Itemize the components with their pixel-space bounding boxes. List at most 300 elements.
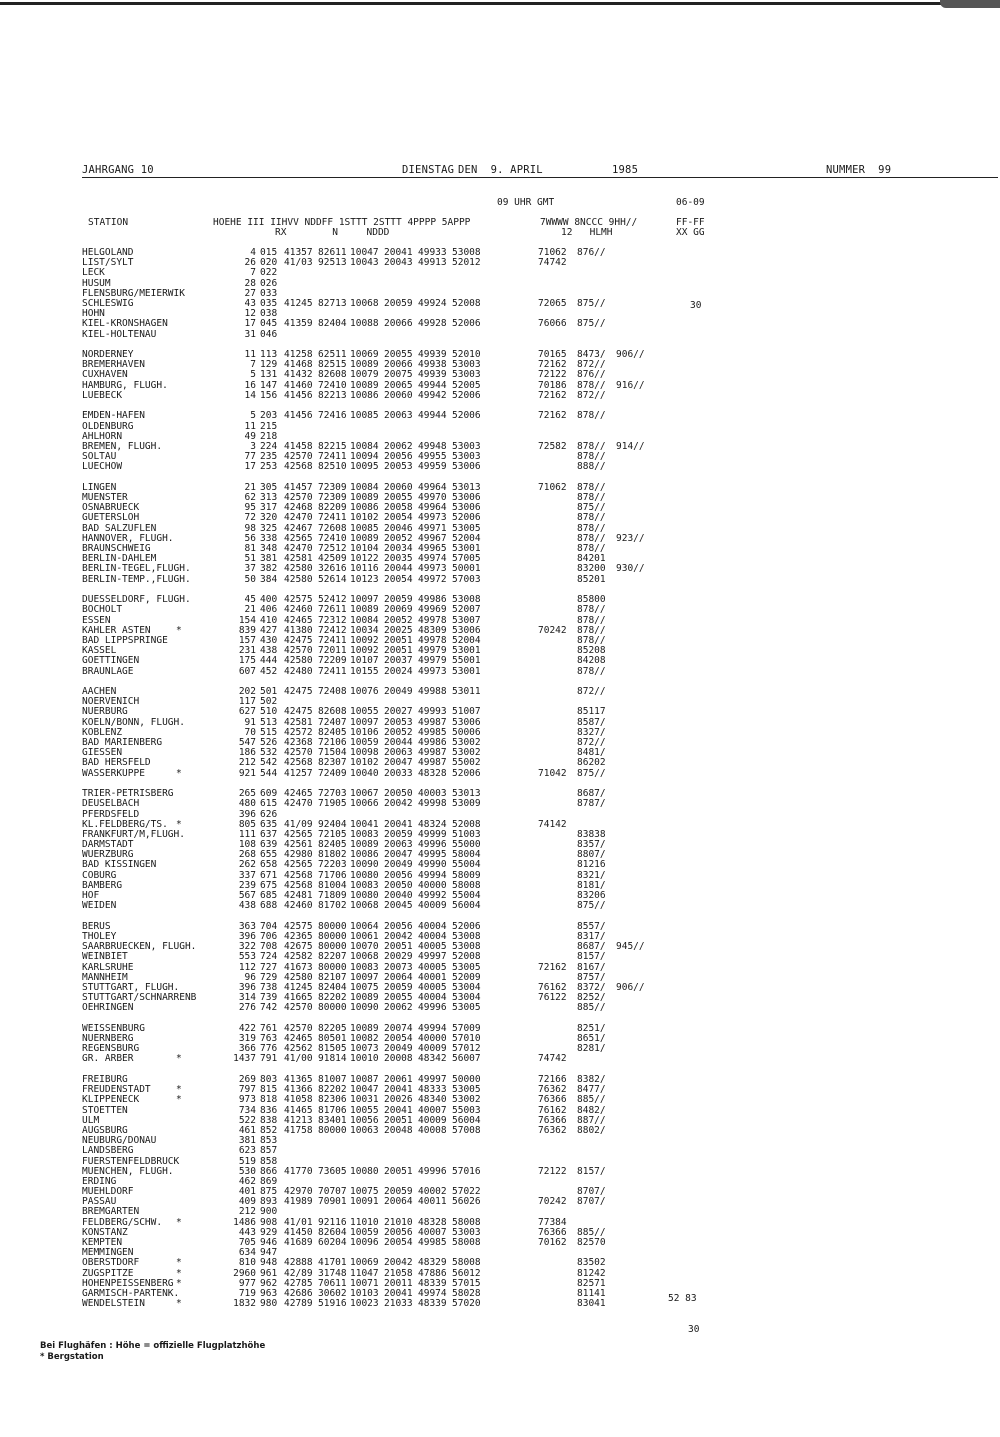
group-2sttt: 20062 <box>384 440 413 452</box>
station-index: 858 <box>260 1155 278 1167</box>
group-1sttt: 10083 <box>350 879 379 891</box>
station-height: 438 <box>238 900 256 912</box>
station-name: MUENCHEN, FLUGH. <box>82 1165 174 1177</box>
group-1sttt: 10070 <box>350 941 379 953</box>
group-5appp: 57015 <box>452 1277 481 1289</box>
group-iihvv: 42562 <box>284 1043 313 1055</box>
group-4pppp: 49996 <box>418 1002 447 1014</box>
group-iihvv: 41673 <box>284 961 313 973</box>
group-7wwww: 72162 <box>538 389 567 401</box>
station-name: MANNHEIM <box>82 971 128 983</box>
group-5appp: 55003 <box>452 1104 481 1116</box>
station-index: 510 <box>260 706 278 718</box>
group-5appp: 53011 <box>452 686 481 698</box>
station-height: 72 <box>244 512 256 524</box>
station-index: 776 <box>260 1043 278 1055</box>
group-nddff: 72011 <box>318 645 347 657</box>
station-index: 962 <box>260 1277 278 1289</box>
group-2sttt: 20044 <box>384 737 413 749</box>
mountain-marker: * <box>176 767 182 779</box>
station-row <box>82 1003 722 1013</box>
group-1sttt: 10083 <box>350 828 379 840</box>
station-height: 117 <box>238 696 256 708</box>
group-2sttt: 20063 <box>384 839 413 851</box>
station-height: 70 <box>244 726 256 738</box>
group-4pppp: 49988 <box>418 686 447 698</box>
group-nddff: 81706 <box>318 1104 347 1116</box>
group-1sttt: 10068 <box>350 951 379 963</box>
station-height: 112 <box>238 961 256 973</box>
station-index: 815 <box>260 1084 278 1096</box>
station-name: HANNOVER, FLUGH. <box>82 532 174 544</box>
group-8nccc: 878// <box>577 665 606 677</box>
group-2sttt: 20033 <box>384 767 413 779</box>
station-index: 671 <box>260 869 278 881</box>
group-5appp: 56012 <box>452 1267 481 1279</box>
station-row <box>82 667 722 677</box>
station-index: 544 <box>260 767 278 779</box>
station-index: 338 <box>260 532 278 544</box>
station-row <box>82 1167 722 1177</box>
station-name: NOERVENICH <box>82 696 140 708</box>
group-4pppp: 49986 <box>418 737 447 749</box>
group-2sttt: 20066 <box>384 318 413 330</box>
group-nddff: 82209 <box>318 502 347 514</box>
group-2sttt: 20053 <box>384 716 413 728</box>
station-index: 046 <box>260 328 278 340</box>
group-2sttt: 20061 <box>384 1074 413 1086</box>
group-iihvv: 42570 <box>284 747 313 759</box>
group-8nccc: 878// <box>577 614 606 626</box>
group-1sttt: 10091 <box>350 1196 379 1208</box>
group-9hh: 916// <box>616 379 645 391</box>
group-nddff: 71905 <box>318 798 347 810</box>
group-8nccc: 885// <box>577 1094 606 1106</box>
group-iihvv: 41213 <box>284 1114 313 1126</box>
station-name: HELGOLAND <box>82 247 134 258</box>
station-height: 363 <box>238 920 256 932</box>
group-8nccc: 8382/ <box>577 1074 606 1086</box>
station-height: 45 <box>244 594 256 606</box>
group-2sttt: 20025 <box>384 624 413 636</box>
group-9hh: 906// <box>616 349 645 361</box>
group-1sttt: 10092 <box>350 645 379 657</box>
group-iihvv: 42575 <box>284 920 313 932</box>
station-height: 396 <box>238 930 256 942</box>
group-1sttt: 10047 <box>350 247 379 258</box>
station-index: 348 <box>260 543 278 555</box>
station-index: 929 <box>260 1226 278 1238</box>
station-height: 522 <box>238 1114 256 1126</box>
station-index: 729 <box>260 971 278 983</box>
group-5appp: 55004 <box>452 859 481 871</box>
group-7wwww: 71062 <box>538 481 567 493</box>
station-index: 961 <box>260 1267 278 1279</box>
group-nddff: 82608 <box>318 369 347 381</box>
group-4pppp: 40004 <box>418 992 447 1004</box>
group-4pppp: 40011 <box>418 1196 447 1208</box>
station-name: GARMISCH-PARTENK. <box>82 1287 180 1299</box>
station-name: NEUBURG/DONAU <box>82 1135 157 1147</box>
station-index: 900 <box>260 1206 278 1218</box>
station-index: 761 <box>260 1022 278 1034</box>
station-index: 382 <box>260 563 278 575</box>
station-index: 542 <box>260 757 278 769</box>
station-index: 675 <box>260 879 278 891</box>
station-height: 719 <box>238 1287 256 1299</box>
group-4pppp: 49973 <box>418 563 447 575</box>
group-5appp: 53008 <box>452 594 481 606</box>
station-name: STUTTGART/SCHNARRENB <box>82 992 197 1004</box>
group-2sttt: 20047 <box>384 849 413 861</box>
group-5appp: 53001 <box>452 543 481 555</box>
station-height: 175 <box>238 655 256 667</box>
group-5appp: 52006 <box>452 410 481 422</box>
group-iihvv: 42475 <box>284 634 313 646</box>
station-name: BREMEN, FLUGH. <box>82 440 163 452</box>
group-nddff: 82713 <box>318 297 347 309</box>
group-nddff: 72409 <box>318 767 347 779</box>
station-name: MUEHLDORF <box>82 1186 134 1198</box>
station-row <box>82 268 722 278</box>
group-2sttt: 20050 <box>384 788 413 800</box>
group-8nccc: 8481/ <box>577 747 606 759</box>
group-1sttt: 10089 <box>350 379 379 391</box>
station-name: OSNABRUECK <box>82 502 140 514</box>
group-5appp: 53007 <box>452 614 481 626</box>
group-nddff: 41701 <box>318 1257 347 1269</box>
mountain-marker: * <box>176 1277 182 1289</box>
station-name: ZUGSPITZE <box>82 1267 134 1279</box>
group-4pppp: 49955 <box>418 451 447 463</box>
station-index: 526 <box>260 737 278 749</box>
group-nddff: 70611 <box>318 1277 347 1289</box>
group-1sttt: 10084 <box>350 614 379 626</box>
mountain-marker: * <box>176 1267 182 1279</box>
group-iihvv: 41245 <box>284 297 313 309</box>
group-8nccc: 875// <box>577 767 606 779</box>
group-nddff: 82202 <box>318 1084 347 1096</box>
group-nddff: 72309 <box>318 481 347 493</box>
group-4pppp: 49987 <box>418 757 447 769</box>
group-1sttt: 10086 <box>350 849 379 861</box>
station-row <box>82 330 722 340</box>
station-index: 708 <box>260 941 278 953</box>
station-height: 530 <box>238 1165 256 1177</box>
station-name: BAD MARIENBERG <box>82 737 163 749</box>
station-name: SCHLESWIG <box>82 297 134 309</box>
group-8nccc: 878// <box>577 522 606 534</box>
main-column-subheader: RX N NDDD <box>275 227 390 238</box>
group-nddff: 92513 <box>318 257 347 269</box>
group-8nccc: 8157/ <box>577 1165 606 1177</box>
group-4pppp: 47886 <box>418 1267 447 1279</box>
group-2sttt: 20051 <box>384 1165 413 1177</box>
station-height: 154 <box>238 614 256 626</box>
group-2sttt: 20048 <box>384 1124 413 1136</box>
group-2sttt: 20049 <box>384 859 413 871</box>
group-2sttt: 20053 <box>384 461 413 473</box>
group-4pppp: 48339 <box>418 1298 447 1310</box>
group-1sttt: 10086 <box>350 502 379 514</box>
group-2sttt: 20054 <box>384 1237 413 1249</box>
station-name: AHLHORN <box>82 430 123 442</box>
group-1sttt: 10084 <box>350 481 379 493</box>
group-2sttt: 20074 <box>384 1022 413 1034</box>
station-index: 893 <box>260 1196 278 1208</box>
group-2sttt: 20059 <box>384 828 413 840</box>
station-height: 401 <box>238 1186 256 1198</box>
group-1sttt: 10071 <box>350 1277 379 1289</box>
group-iihvv: 42568 <box>284 757 313 769</box>
group-4pppp: 40000 <box>418 1033 447 1045</box>
group-5appp: 53003 <box>452 451 481 463</box>
group-nddff: 92404 <box>318 818 347 830</box>
group-1sttt: 10063 <box>350 1124 379 1136</box>
station-index: 963 <box>260 1287 278 1299</box>
group-5appp: 58008 <box>452 1257 481 1269</box>
station-height: 95 <box>244 502 256 514</box>
group-4pppp: 48328 <box>418 1216 447 1228</box>
group-iihvv: 41456 <box>284 389 313 401</box>
group-5appp: 52006 <box>452 318 481 330</box>
group-iihvv: 41432 <box>284 369 313 381</box>
group-nddff: 32616 <box>318 563 347 575</box>
group-nddff: 80000 <box>318 1124 347 1136</box>
group-7wwww: 76366 <box>538 1094 567 1106</box>
group-1sttt: 10116 <box>350 563 379 575</box>
group-5appp: 55002 <box>452 757 481 769</box>
year-label: 1985 <box>612 164 639 176</box>
group-5appp: 52007 <box>452 604 481 616</box>
group-nddff: 72209 <box>318 655 347 667</box>
group-iihvv: 42570 <box>284 1002 313 1014</box>
station-index: 022 <box>260 267 278 279</box>
station-index: 685 <box>260 890 278 902</box>
group-8nccc: 83206 <box>577 890 606 902</box>
group-8nccc: 8587/ <box>577 716 606 728</box>
group-4pppp: 49999 <box>418 828 447 840</box>
group-5appp: 52008 <box>452 297 481 309</box>
station-name: KAHLER ASTEN <box>82 624 151 636</box>
station-name: DEUSELBACH <box>82 798 140 810</box>
group-5appp: 57010 <box>452 1033 481 1045</box>
station-name: WENDELSTEIN <box>82 1298 145 1310</box>
station-index: 704 <box>260 920 278 932</box>
group-nddff: 80000 <box>318 1002 347 1014</box>
group-1sttt: 10082 <box>350 1033 379 1045</box>
station-name: KL.FELDBERG/TS. <box>82 818 168 830</box>
group-iihvv: 42570 <box>284 645 313 657</box>
station-name: MEMMINGEN <box>82 1247 134 1259</box>
group-2sttt: 20049 <box>384 1043 413 1055</box>
group-nddff: 72411 <box>318 451 347 463</box>
station-name: NUERNBERG <box>82 1033 134 1045</box>
group-5appp: 53006 <box>452 502 481 514</box>
group-1sttt: 10075 <box>350 981 379 993</box>
group-8nccc: 85117 <box>577 706 606 718</box>
station-height: 91 <box>244 716 256 728</box>
group-1sttt: 10068 <box>350 900 379 912</box>
group-5appp: 55001 <box>452 655 481 667</box>
station-height: 805 <box>238 818 256 830</box>
station-height: 381 <box>238 1135 256 1147</box>
group-5appp: 58009 <box>452 869 481 881</box>
group-5appp: 50001 <box>452 563 481 575</box>
station-height: 12 <box>244 308 256 320</box>
station-index: 131 <box>260 369 278 381</box>
station-row <box>82 901 722 911</box>
group-5appp: 58008 <box>452 879 481 891</box>
station-name: FELDBERG/SCHW. <box>82 1216 163 1228</box>
station-height: 4 <box>250 247 256 258</box>
header-rule <box>82 177 998 178</box>
station-name: BERLIN-DAHLEM <box>82 553 157 565</box>
station-index: 313 <box>260 492 278 504</box>
station-index: 639 <box>260 839 278 851</box>
group-nddff: 82510 <box>318 461 347 473</box>
group-nddff: 31748 <box>318 1267 347 1279</box>
group-1sttt: 10073 <box>350 1043 379 1055</box>
group-iihvv: 41366 <box>284 1084 313 1096</box>
group-2sttt: 20047 <box>384 757 413 769</box>
group-iihvv: 42572 <box>284 726 313 738</box>
group-8nccc: 878// <box>577 481 606 493</box>
station-index: 803 <box>260 1074 278 1086</box>
station-height: 519 <box>238 1155 256 1167</box>
group-8nccc: 83200 <box>577 563 606 575</box>
group-8nccc: 875// <box>577 502 606 514</box>
group-7wwww: 76362 <box>538 1084 567 1096</box>
group-2sttt: 20052 <box>384 726 413 738</box>
group-iihvv: 41758 <box>284 1124 313 1136</box>
station-index: 430 <box>260 634 278 646</box>
group-nddff: 82604 <box>318 1226 347 1238</box>
group-8nccc: 8802/ <box>577 1124 606 1136</box>
group-8nccc: 86202 <box>577 757 606 769</box>
group-8nccc: 8181/ <box>577 879 606 891</box>
group-nddff: 81007 <box>318 1074 347 1086</box>
group-4pppp: 49939 <box>418 369 447 381</box>
station-index: 381 <box>260 553 278 565</box>
station-height: 7 <box>250 359 256 371</box>
group-8nccc: 84201 <box>577 553 606 565</box>
group-2sttt: 20041 <box>384 247 413 258</box>
group-5appp: 55000 <box>452 839 481 851</box>
station-name: OLDENBURG <box>82 420 134 432</box>
mountain-marker: * <box>176 1216 182 1228</box>
group-4pppp: 49986 <box>418 594 447 606</box>
mountain-marker: * <box>176 1298 182 1310</box>
group-2sttt: 20069 <box>384 604 413 616</box>
group-5appp: 53004 <box>452 992 481 1004</box>
group-7wwww: 72122 <box>538 1165 567 1177</box>
group-5appp: 52004 <box>452 532 481 544</box>
group-iihvv: 41/00 <box>284 1053 313 1065</box>
group-iihvv: 42785 <box>284 1277 313 1289</box>
station-index: 658 <box>260 859 278 871</box>
group-5appp: 52008 <box>452 818 481 830</box>
station-height: 7 <box>250 267 256 279</box>
group-1sttt: 10085 <box>350 410 379 422</box>
group-iihvv: 41257 <box>284 767 313 779</box>
group-7wwww: 72122 <box>538 369 567 381</box>
group-1sttt: 10090 <box>350 1002 379 1014</box>
group-iihvv: 42581 <box>284 716 313 728</box>
group-1sttt: 10094 <box>350 451 379 463</box>
station-index: 946 <box>260 1237 278 1249</box>
group-5appp: 57012 <box>452 1043 481 1055</box>
group-5appp: 57008 <box>452 1124 481 1136</box>
station-index: 305 <box>260 481 278 493</box>
station-index: 203 <box>260 410 278 422</box>
group-nddff: 92116 <box>318 1216 347 1228</box>
station-height: 547 <box>238 737 256 749</box>
station-row <box>82 258 722 268</box>
group-nddff: 72411 <box>318 634 347 646</box>
station-index: 727 <box>260 961 278 973</box>
group-4pppp: 49913 <box>418 257 447 269</box>
station-name: BERLIN-TEMP.,FLUGH. <box>82 573 191 585</box>
group-5appp: 52006 <box>452 512 481 524</box>
group-iihvv: 41/03 <box>284 257 313 269</box>
group-8nccc: 876// <box>577 247 606 258</box>
group-1sttt: 10102 <box>350 512 379 524</box>
group-iihvv: 42565 <box>284 532 313 544</box>
group-2sttt: 20060 <box>384 481 413 493</box>
group-8nccc: 878// <box>577 410 606 422</box>
station-name: ESSEN <box>82 614 111 626</box>
group-nddff: 80501 <box>318 1033 347 1045</box>
group-2sttt: 20052 <box>384 614 413 626</box>
group-4pppp: 49924 <box>418 297 447 309</box>
group-8nccc: 8252/ <box>577 992 606 1004</box>
group-iihvv: 41357 <box>284 247 313 258</box>
station-height: 98 <box>244 522 256 534</box>
group-4pppp: 49944 <box>418 379 447 391</box>
group-iihvv: 42570 <box>284 451 313 463</box>
station-name: ULM <box>82 1114 100 1126</box>
group-nddff: 81004 <box>318 879 347 891</box>
group-7wwww: 74142 <box>538 818 567 830</box>
group-2sttt: 20041 <box>384 1287 413 1299</box>
group-7wwww: 71042 <box>538 767 567 779</box>
group-4pppp: 49987 <box>418 716 447 728</box>
group-nddff: 81505 <box>318 1043 347 1055</box>
group-1sttt: 10080 <box>350 869 379 881</box>
group-4pppp: 49994 <box>418 869 447 881</box>
group-2sttt: 20041 <box>384 1104 413 1116</box>
group-7wwww: 70165 <box>538 349 567 361</box>
group-4pppp: 49993 <box>418 706 447 718</box>
group-1sttt: 10092 <box>350 634 379 646</box>
group-nddff: 83401 <box>318 1114 347 1126</box>
group-2sttt: 20059 <box>384 1186 413 1198</box>
station-height: 443 <box>238 1226 256 1238</box>
station-index: 980 <box>260 1298 278 1310</box>
group-1sttt: 10080 <box>350 1165 379 1177</box>
group-nddff: 82207 <box>318 951 347 963</box>
group-7wwww: 76122 <box>538 992 567 1004</box>
group-nddff: 82307 <box>318 757 347 769</box>
group-5appp: 56004 <box>452 1114 481 1126</box>
group-7wwww: 74742 <box>538 1053 567 1065</box>
group-5appp: 57022 <box>452 1186 481 1198</box>
group-iihvv: 42470 <box>284 798 313 810</box>
station-index: 763 <box>260 1033 278 1045</box>
group-2sttt: 20045 <box>384 900 413 912</box>
station-height: 37 <box>244 563 256 575</box>
